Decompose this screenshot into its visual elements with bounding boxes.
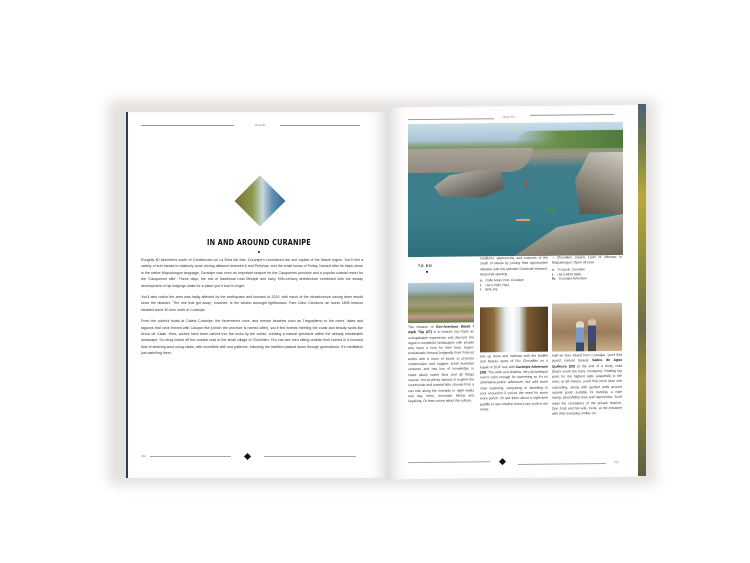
right-page [388,105,641,480]
paragraph: Roughly 80 kilometers south of Constitución on La Ruta del Mar, Curanipe's considered the surf capital of the Maule region. You'll find a variety of surf breaks in relatively close driving distance between it and Pelluhue, and the small towns of Pullay. Named after its black stone in the native Mapudungun language, Curanipe was once an important seaport for the Cauquenes province and a popular coastal resort for the 'Cauquenes elite'. These days, the mix of traditional rural lifestyle and early 20th-century architecture combined with the steady development of hip lodgings make for a place you'd love to linger. [141,258,363,288]
contact-info-list [552,267,622,282]
running-header: SOUTH [503,114,515,120]
footer-rule-right [518,463,606,465]
phone-item: t. +56 9 8420 0586 [552,271,581,277]
footer-rule-left [150,456,231,457]
phone-item: t. +56 9 7082 7564 [480,282,509,287]
kayaker [525,182,528,187]
coast-photo [408,282,474,323]
business-name: Saltos de Agua Quilicura (29) [552,358,623,369]
page-number: 161 [614,459,620,464]
header-rule-right [280,125,360,126]
business-name: Eco-Aventura Maule / Alpik Trip (27) [408,324,474,335]
todo-column-3-top-text: – Chovellén means Land of Witches in Mapudungun. Open all year. [552,254,622,265]
todo-column-2-text: Get up close and intimate with the birdlife and beauty spots of Río Chovellén on a kayak or SUP tour with Curanipe Adventure (28). The wide and shallow, very picturesque river's calm enough for swimming so it's no adrenaline-junkie adventure, but add some cave exploring, canyoning or abseiling to your excursion if you've the need for some extra punch. Or ask them about a night-time paddle to see whether there's any truth in the name [480,353,548,412]
facebook-item: fb. Curanipe Adventure [552,276,588,281]
section-diamond-image [235,176,285,226]
footer-rule-right [264,456,356,457]
header-rule-left [141,125,234,126]
left-page [126,112,388,478]
instagram-item: i. alpik_trip [480,287,498,292]
paragraph: You'll also notice the area was badly affected by the earthquake and tsunami of 2010, with much of the infrastructure having been rebuilt since the disaster. 'The one that got away', however, is the abuelo amongst lighthouses, Faro Cabo Carranza, an iconic 1895 beacon situated some 40 kms north of Curanipe. [141,295,363,312]
contact-info-list [480,278,548,292]
footer-diamond-icon [499,458,506,465]
todo-label: TO DO [418,263,433,269]
title-bullet-icon [258,251,260,253]
address-item: a. Vi ragolo, Curanipe [552,267,585,272]
header-rule-left [408,118,494,120]
todo-bullet-icon [426,271,428,273]
todo-column-2-top-text: traditions, gastronomy and customs of the south of Maule by joining their agrotourism initiative with the talented Cardonal weavers. Seasonal opening. [480,255,548,277]
todo-column-3-text: Half an hour inland from Curanipe, you'll find grand natural beauty Saltos de Agua Quilicura (29) at the end of a tricky road (that's worth the hairy moments). Holding top prize for the highest salto (waterfall) in the area, at 60 meters, you'll find more than one cascading, along with guided trails around natural pools suitable for bathing, a rope swing, picnic/BBQ area and hammocks. You'll meet the caretakers of the private reserve, Don José and his wife, Irene, at the entrance with their everyday smiles on, [552,352,623,416]
left-body-text [141,257,363,362]
kayak [516,219,530,221]
footer-rule-left [408,461,490,463]
kayak [545,209,555,211]
next-page-photo-edge [638,104,646,476]
todo-column-1-text: The mission of Eco-Aventura Maule / Alpik Trip (27) is to ensure you have an unforgettable experience and discover the region's wonderful landscapes with people who have a love for their land. Super-enthusiastic Arnaud (originally from France) works with a team of locals to promote conservation and support small business ventures and has lots of knowledge to share about native flora and all things natural. You've plenty options to explore the countryside and coastal hills; choose from a cart ride along the riverside to night walks and day treks, mountain biking and kayaking. Or learn some about the culture, [408,324,474,404]
page-number: 160 [141,454,147,458]
business-name: Curanipe Adventure (28) [480,364,548,375]
header-rule-right [530,114,614,116]
footer-diamond-icon [244,453,251,460]
waterfall-photo [480,307,548,353]
address-item: a. Calle Arturo Prat, Curanipe [480,277,524,283]
running-header: CHILE [255,123,266,127]
paragraph: From the colorful boats at Caleta Curanipe, the fishermen's cove, and remote beaches such as Treguallemu to the rivers, lakes and lagoons that once thrived with Cauque fish (which the province is named after), you'll find forests meeting the coast and beauty spots like Arcos de Calán. Here, arches have been carved into the rocks by the ocean, creating a natural spectacle within the already remarkable landscape. Go stray inland off the coastal road to the small village of Chovellén. You can see men sitting outside their homes in a focused flow of weaving wool using sticks, with incredible skill and patience, following the tradition passed down through generations. It's meditative just watching them. [141,319,363,356]
section-title: IN AND AROUND CURANIPE [207,238,311,247]
landscape-thumbnail [235,176,286,227]
caretakers-photo [552,303,622,352]
hero-photo [408,122,623,257]
